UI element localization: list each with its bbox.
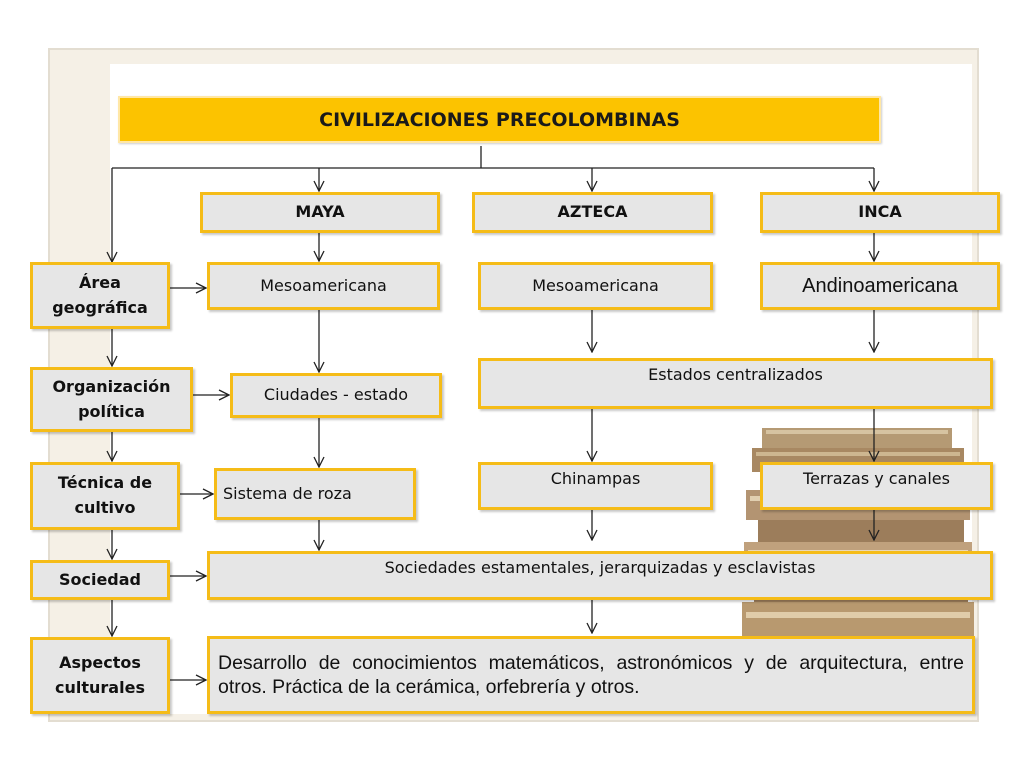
cell-azteca-area: Mesoamericana (478, 262, 713, 310)
cell-inca-area: Andinoamericana (760, 262, 1000, 310)
row-label-area: Área geográfica (30, 262, 170, 329)
cell-aspectos: Desarrollo de conocimientos matemáticos, astronómicos y de arquitectura, entre otros. Práctica de la cerámica, orfebrería y otros. (207, 636, 975, 714)
cell-azteca-tecnica: Chinampas (478, 462, 713, 510)
column-header-azteca: AZTECA (472, 192, 713, 233)
cell-azteca-inca-organizacion: Estados centralizados (478, 358, 993, 409)
row-label-aspectos: Aspectos culturales (30, 637, 170, 714)
row-label-organizacion: Organización política (30, 367, 193, 432)
cell-maya-tecnica: Sistema de roza (214, 468, 416, 520)
cell-inca-tecnica: Terrazas y canales (760, 462, 993, 510)
cell-sociedad: Sociedades estamentales, jerarquizadas y esclavistas (207, 551, 993, 600)
column-header-maya: MAYA (200, 192, 440, 233)
row-label-tecnica: Técnica de cultivo (30, 462, 180, 530)
diagram-title: CIVILIZACIONES PRECOLOMBINAS (118, 96, 881, 143)
column-header-inca: INCA (760, 192, 1000, 233)
cell-maya-organizacion: Ciudades - estado (230, 373, 442, 418)
cell-maya-area: Mesoamericana (207, 262, 440, 310)
row-label-sociedad: Sociedad (30, 560, 170, 600)
